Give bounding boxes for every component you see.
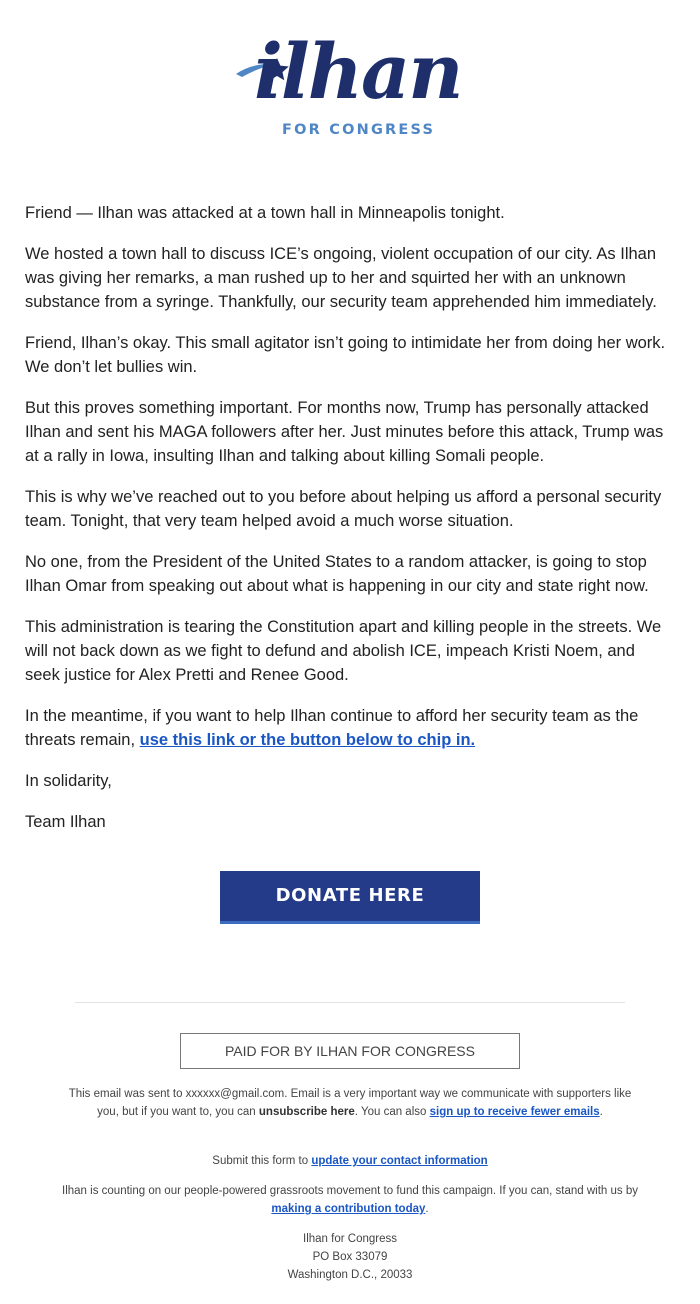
fewer-emails-link[interactable]: sign up to receive fewer emails — [429, 1106, 600, 1118]
logo-wordmark: ilhan — [254, 27, 462, 116]
paid-for-disclaimer: PAID FOR BY ILHAN FOR CONGRESS — [180, 1033, 520, 1069]
signature: Team Ilhan — [25, 813, 106, 831]
signoff: In solidarity, — [25, 772, 112, 790]
cta-text: In the meantime, if you want to help Ilhan continue to afford her security team as the threats remain, — [25, 707, 639, 749]
cta-paragraph — [25, 704, 673, 752]
body-paragraph: This is why we’ve reached out to you before about helping us afford a personal security team. Tonight, that very team helped avoid a much worse situation. — [25, 488, 662, 530]
chip-in-link[interactable]: use this link or the button below to chip in. — [139, 731, 476, 749]
period: . — [425, 1203, 429, 1215]
grassroots-text: Ilhan is counting on our people-powered grassroots movement to fund this campaign. If you can, stand with us by — [62, 1185, 638, 1197]
update-contact-notice — [60, 1152, 640, 1170]
period: . — [599, 1106, 603, 1118]
sent-to-middle: . Email is a very important way we communicate with supporters like you, but if you want to, you can — [97, 1088, 632, 1118]
sent-to-after: . You can also — [354, 1106, 427, 1118]
footer-divider — [75, 1002, 625, 1003]
update-contact-link[interactable]: update your contact information — [311, 1155, 488, 1167]
logo-subtitle: FOR CONGRESS — [282, 122, 436, 138]
address-line: Washington D.C., 20033 — [287, 1269, 413, 1281]
recipient-email: xxxxxx@gmail.com — [185, 1088, 285, 1100]
body-paragraph: We hosted a town hall to discuss ICE’s ongoing, violent occupation of our city. As Ilhan was giving her remarks, a man rushed up to her and squirted her with an unknown substance from a syringe. Thankfully, our security team apprehended him immediately. — [25, 245, 657, 311]
mailing-address — [60, 1230, 640, 1284]
body-paragraph: Friend — Ilhan was attacked at a town hall in Minneapolis tonight. — [25, 204, 505, 222]
contribution-link[interactable]: making a contribution today — [271, 1203, 426, 1215]
body-paragraph: But this proves something important. For months now, Trump has personally attacked Ilhan and sent his MAGA followers after her. Just minutes before this attack, Trump was at a rally in Iowa, insulting Ilhan and talking about killing Somali people. — [25, 399, 664, 465]
subscription-notice — [60, 1085, 640, 1121]
donate-button[interactable]: DONATE HERE — [220, 871, 480, 924]
unsubscribe-link[interactable]: unsubscribe here — [258, 1106, 355, 1118]
address-line: Ilhan for Congress — [303, 1233, 397, 1245]
body-paragraph: Friend, Ilhan’s okay. This small agitator isn’t going to intimidate her from doing her work. We don’t let bullies win. — [25, 334, 666, 376]
sent-to-prefix: This email was sent to — [68, 1088, 183, 1100]
campaign-logo — [230, 27, 470, 148]
grassroots-notice — [60, 1182, 640, 1218]
body-paragraph: This administration is tearing the Constitution apart and killing people in the streets. We will not back down as we fight to defund and abolish ICE, impeach Kristi Noem, and seek justice for Alex Pretti and Renee Good. — [25, 618, 662, 684]
submit-prefix: Submit this form to — [212, 1155, 309, 1167]
email-body — [25, 201, 673, 851]
body-paragraph: No one, from the President of the United States to a random attacker, is going to stop Ilhan Omar from speaking out about what is happening in our city and state right now. — [25, 553, 649, 595]
address-line: PO Box 33079 — [312, 1251, 388, 1263]
